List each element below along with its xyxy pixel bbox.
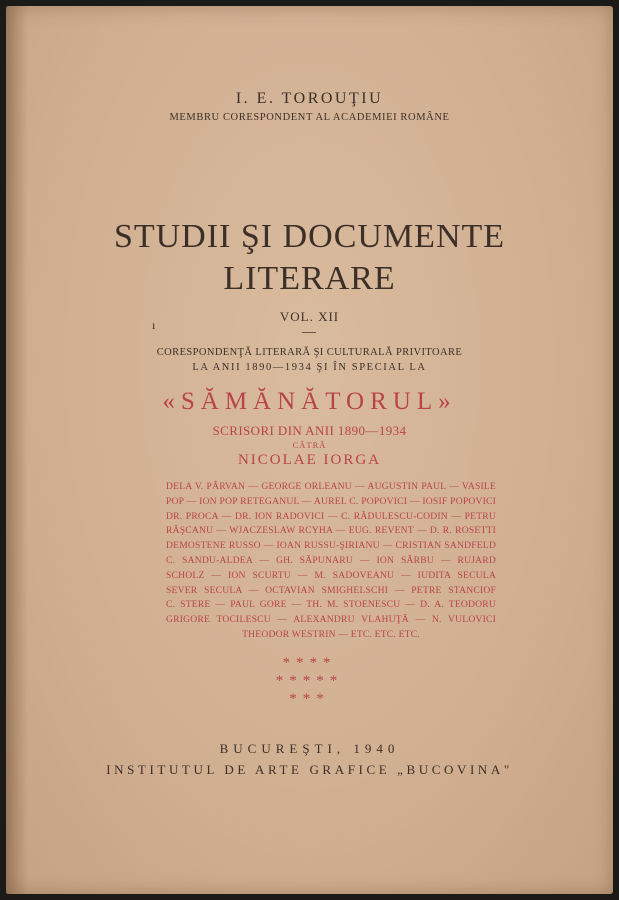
- journal-title: «SĂMĂNĂTORUL»: [162, 388, 457, 415]
- correspondents-line: THEODOR WESTRIN — ETC. ETC. ETC.: [242, 628, 420, 640]
- book-title-line-2: LITERARE: [223, 260, 396, 297]
- letters-title: SCRISORI DIN ANII 1890—1934: [212, 423, 407, 438]
- correspondents-line: DELA V. PÂRVAN — GEORGE ORLEANU — AUGUSTIN PAUL — VASILE: [166, 481, 496, 492]
- description-line-2: LA ANII 1890—1934 ŞI ÎN SPECIAL LA: [192, 362, 427, 373]
- letters-recipient: NICOLAE IORGA: [237, 452, 382, 468]
- title-page: [6, 6, 613, 894]
- ink-speck: ı: [152, 318, 156, 332]
- correspondents-list: [166, 480, 496, 643]
- book-title-line-1: STUDII ŞI DOCUMENTE: [113, 218, 506, 255]
- correspondents-line: SCHOLZ — ION SCURTU — M. SADOVEANU — IUDITA SECULA: [166, 569, 496, 581]
- description-line-1: CORESPONDENŢĂ LITERARĂ ŞI CULTURALĂ PRIVITOARE: [156, 347, 463, 358]
- correspondents-line: RĂŞCANU — WJACZESLAW RCYHA — EUG. REVENT — D. R. ROSETTI: [166, 525, 496, 537]
- page-edge-stain: [6, 6, 28, 894]
- correspondents-line: POP — ION POP RETEGANUL — AUREL C. POPOVICI — IOSIF POPOVICI: [166, 495, 496, 507]
- ornament-asterisks-row-3: ***: [289, 691, 330, 707]
- correspondents-line: DR. PROCA — DR. ION RADOVICI — C. RĂDULESCU-CODIN — PETRU: [166, 510, 496, 522]
- correspondents-line: C. STERE — PAUL GORE — TH. M. STOENESCU — D. A. TEODORU: [166, 599, 496, 611]
- correspondents-line: DEMOSTENE RUSSO — IOAN RUSSU-ŞIRIANU — CRISTIAN SANDFELD: [166, 540, 496, 552]
- letters-to-label: CĂTRĂ: [292, 440, 327, 450]
- correspondents-line: C. SANDU-ALDEA — GH. SĂPUNARU — ION SÂRBU — RUJARD: [166, 554, 496, 566]
- ornament-asterisks-row-1: ****: [282, 655, 337, 671]
- author-affiliation: MEMBRU CORESPONDENT AL ACADEMIEI ROMÂNE: [169, 112, 450, 123]
- imprint-city-year: BUCUREŞTI, 1940: [219, 741, 400, 756]
- author-name: I. E. TOROUŢIU: [235, 90, 384, 107]
- ornament-asterisks-row-2: *****: [275, 673, 344, 689]
- imprint-publisher: INSTITUTUL DE ARTE GRAFICE „BUCOVINA": [106, 762, 513, 777]
- correspondents-line: GRIGORE TOCILESCU — ALEXANDRU VLAHUŢĂ — N. VULOVICI: [166, 614, 496, 626]
- correspondents-line: SEVER SECULA — OCTAVIAN SMIGHELSCHI — PETRE STANCIOF: [166, 584, 496, 596]
- divider: [302, 332, 316, 333]
- volume-label: VOL. XII: [279, 309, 340, 324]
